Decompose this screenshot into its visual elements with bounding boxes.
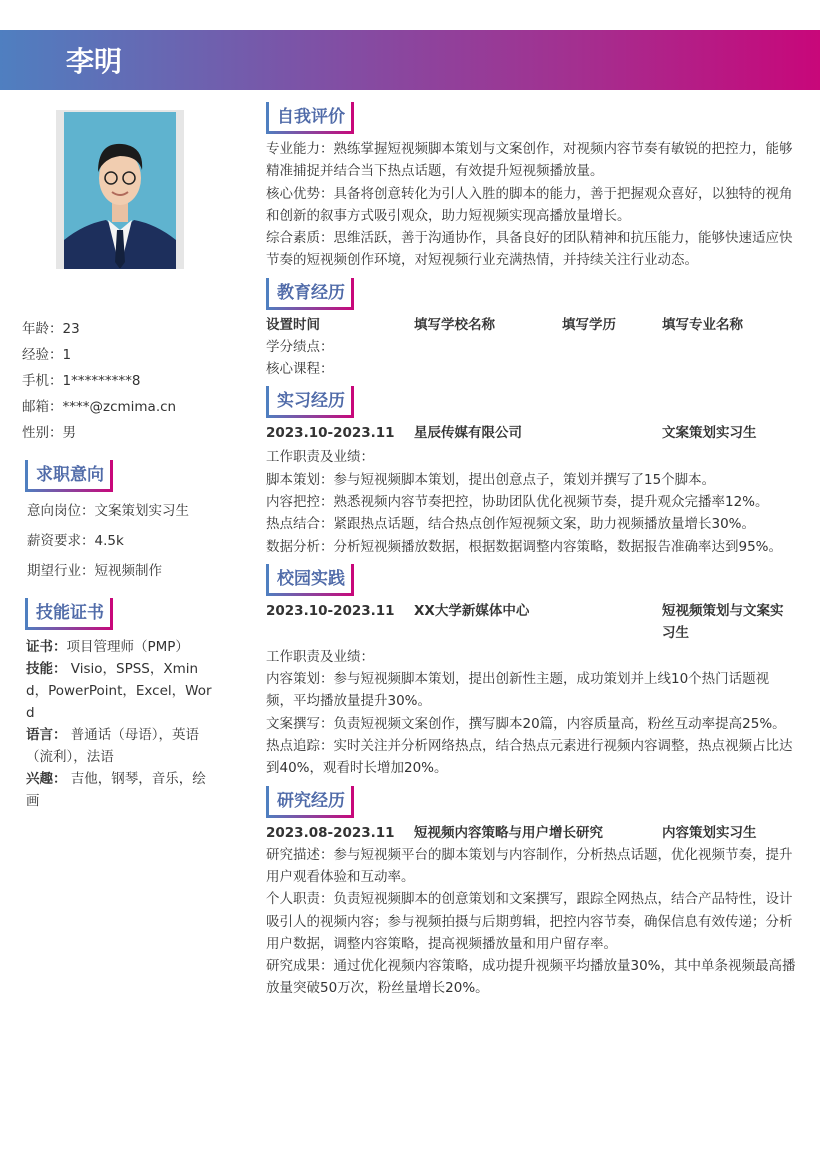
paragraph: 综合素质：思维活跃，善于沟通协作，具备良好的团队精神和抗压能力，能够快速适应快节奏的短视频创作环境，对短视频行业充满热情，并持续关注行业动态。: [266, 230, 793, 269]
right-column: [266, 102, 796, 1006]
entry-header: [266, 600, 796, 644]
paragraph: 内容把控：熟悉视频内容节奏把控，协助团队优化视频节奏，提升观众完播率12%。: [266, 493, 769, 510]
paragraph: 热点结合：紧跟热点话题，结合热点创作短视频文案，助力视频播放量增长30%。: [266, 516, 756, 533]
paragraph: 专业能力：熟练掌握短视频脚本策划与文案创作，对视频内容节奏有敏锐的把控力，能够精准捕捉并结合当下热点话题，有效提升短视频播放量。: [266, 141, 793, 180]
paragraph: 核心优势：具备将创意转化为引人入胜的脚本的能力，善于把握观众喜好，以独特的视角和创新的叙事方式吸引观众，助力短视频实现高播放量增长。: [266, 185, 793, 224]
entry-org: 短视频内容策略与用户增长研究: [414, 824, 603, 841]
left-column: [22, 318, 218, 812]
skill-value: 项目管理师（PMP）: [66, 639, 189, 655]
campus-section: [266, 564, 796, 780]
skill-item: [26, 636, 218, 658]
section-heading: 自我评价: [266, 102, 354, 134]
info-email: [22, 396, 218, 422]
skill-label: 证书：: [26, 639, 67, 655]
education-section: [266, 278, 796, 381]
skill-label: 兴趣：: [26, 771, 67, 787]
entry-date: 设置时间: [266, 316, 320, 333]
info-label: 经验：: [22, 347, 63, 363]
info-value: ****@zcmima.cn: [62, 399, 177, 415]
entry-role: 短视频策划与文案实习生: [662, 602, 784, 641]
info-phone: [22, 370, 218, 396]
paragraph: 个人职责：负责短视频脚本的创意策划和文案撰写，跟踪全网热点，结合产品特性，设计吸引人的视频内容；参与视频拍摄与后期剪辑，把控内容节奏，确保信息有效传递；分析用户数据，调整内容策略，提高视频播放量和用户留存率。: [266, 891, 793, 952]
entry-role: 填写专业名称: [662, 316, 743, 333]
info-value: 1: [62, 347, 72, 363]
self-eval-section: [266, 102, 796, 272]
intent-item: 意向岗位：文案策划实习生: [27, 503, 189, 519]
paragraph: 研究描述：参与短视频平台的脚本策划与内容制作，分析热点话题，优化视频节奏，提升用户观看体验和互动率。: [266, 846, 793, 885]
entry-header: [266, 822, 796, 844]
entry-blank: [562, 600, 662, 644]
skills-section: [22, 598, 218, 812]
header-banner: [0, 30, 820, 90]
section-heading: 教育经历: [266, 278, 354, 310]
section-heading: 求职意向: [25, 460, 113, 492]
paragraph: 数据分析：分析短视频播放数据，根据数据调整内容策略，数据报告准确率达到95%。: [266, 538, 783, 555]
entry-header: [266, 422, 796, 444]
info-experience: [22, 344, 218, 370]
section-heading: 技能证书: [25, 598, 113, 630]
research-section: [266, 786, 796, 1000]
info-value: 23: [62, 321, 80, 337]
paragraph: 工作职责及业绩：: [266, 648, 374, 665]
entry-degree: 填写学历: [562, 316, 616, 333]
paragraph: 工作职责及业绩：: [266, 449, 374, 466]
candidate-name: 李明: [66, 45, 123, 78]
info-label: 年龄：: [22, 321, 63, 337]
skill-label: 语言：: [26, 727, 67, 743]
person-photo-icon: [64, 112, 176, 269]
entry-blank: [562, 422, 662, 444]
entry-date: 2023.10-2023.11: [266, 602, 395, 619]
paragraph: 文案撰写：负责短视频文案创作，撰写脚本20篇，内容质量高，粉丝互动率提高25%。: [266, 715, 786, 732]
entry-org: XX大学新媒体中心: [414, 602, 530, 619]
paragraph: 脚本策划：参与短视频脚本策划，提出创意点子，策划并撰写了15个脚本。: [266, 471, 716, 488]
info-label: 邮箱：: [22, 399, 63, 415]
section-heading: 研究经历: [266, 786, 354, 818]
profile-photo: [56, 110, 184, 269]
info-gender: [22, 422, 218, 448]
section-heading: 校园实践: [266, 564, 354, 596]
info-value: 男: [62, 425, 76, 441]
section-heading: 实习经历: [266, 386, 354, 418]
entry-date: 2023.08-2023.11: [266, 824, 395, 841]
skill-value: 普通话（母语），英语（流利），法语: [26, 727, 200, 765]
info-label: 手机：: [22, 373, 63, 389]
entry-date: 2023.10-2023.11: [266, 425, 395, 442]
skill-label: 技能：: [26, 661, 67, 677]
paragraph: 核心课程：: [266, 361, 334, 378]
entry-org: 星辰传媒有限公司: [414, 425, 522, 442]
info-age: [22, 318, 218, 344]
paragraph: 热点追踪：实时关注并分析网络热点，结合热点元素进行视频内容调整，热点视频占比达到40%，观看时长增加20%。: [266, 738, 793, 777]
skill-item: [26, 658, 218, 724]
intent-section: [22, 460, 218, 586]
skill-item: [26, 724, 218, 768]
skill-value: 吉他，钢琴，音乐，绘画: [26, 771, 206, 809]
entry-org: 填写学校名称: [414, 316, 495, 333]
info-label: 性别：: [22, 425, 63, 441]
skill-value: Visio，SPSS，Xmind，PowerPoint，Excel，Word: [26, 661, 212, 721]
info-value: 1*********8: [62, 373, 141, 389]
paragraph: 学分绩点：: [266, 338, 334, 355]
basic-info: [22, 318, 218, 448]
intent-item: 期望行业：短视频制作: [27, 563, 162, 579]
paragraph: 研究成果：通过优化视频内容策略，成功提升视频平均播放量30%，其中单条视频最高播放量突破50万次，粉丝量增长20%。: [266, 958, 796, 997]
internship-section: [266, 386, 796, 557]
intent-item: 薪资要求：4.5k: [27, 533, 124, 549]
entry-header: [266, 314, 796, 336]
skill-item: [26, 768, 218, 812]
entry-role: 内容策划实习生: [662, 824, 757, 841]
paragraph: 内容策划：参与短视频脚本策划，提出创新性主题，成功策划并上线10个热门话题视频，平均播放量提升30%。: [266, 671, 770, 710]
entry-role: 文案策划实习生: [662, 425, 757, 442]
